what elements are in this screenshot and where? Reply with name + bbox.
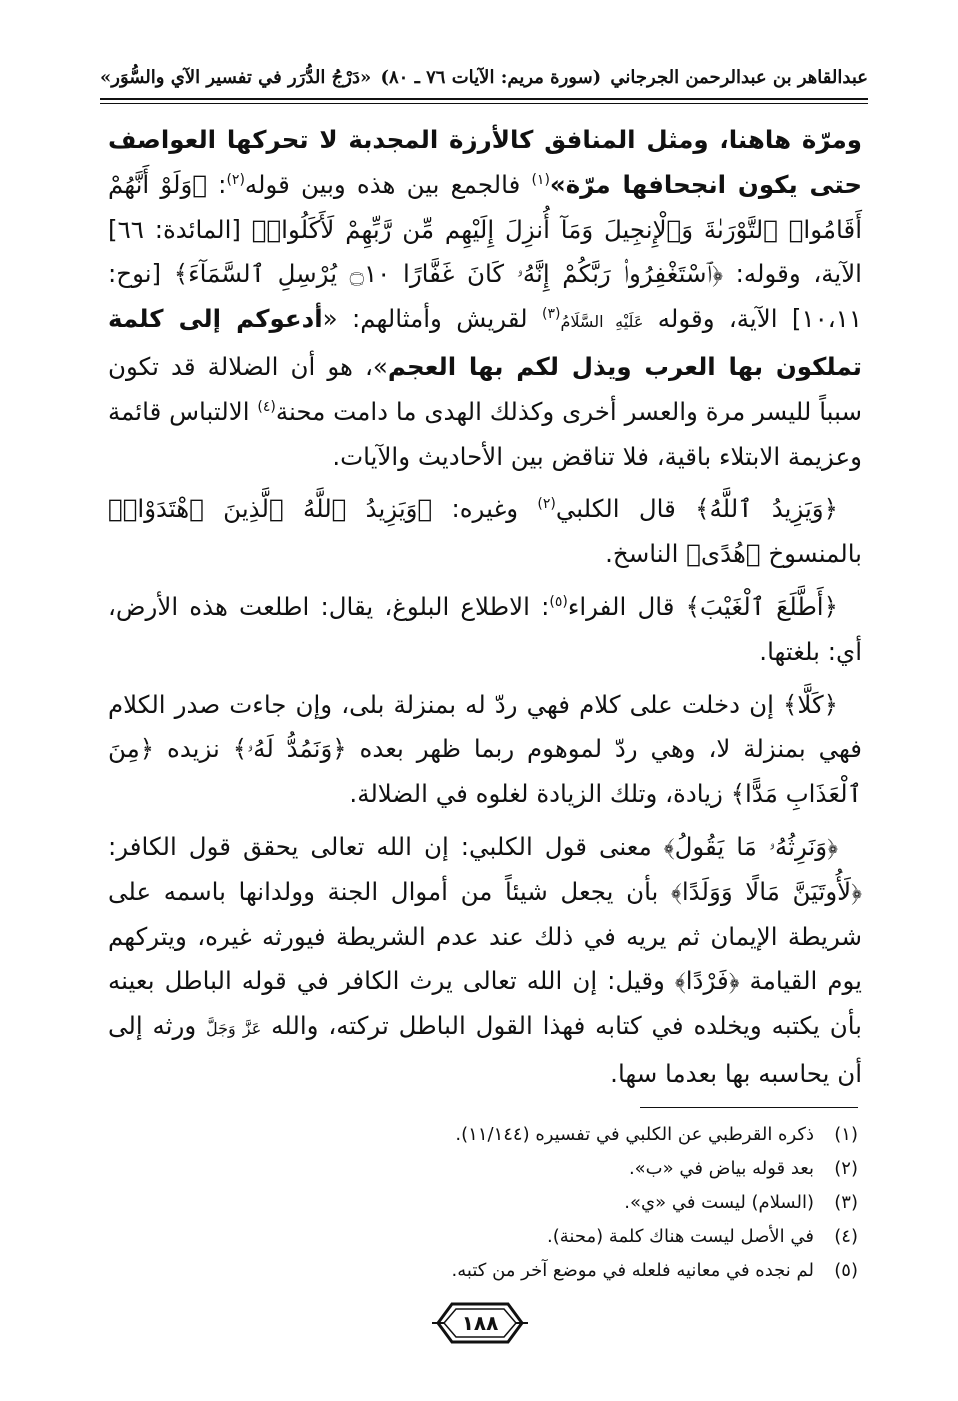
honorific-glyph: عَلَيْهِ السَّلَامُ (560, 312, 644, 332)
footnote-item (138, 1186, 858, 1220)
page-number-ornament (430, 1298, 530, 1348)
footnote-text: ذكره القرطبي عن الكلبي في تفسيره (١١/١٤٤). (455, 1124, 814, 1145)
quran-verse: ﴿مِنَ ٱلْعَذَابِ مَدًّا﴾ (108, 734, 862, 809)
text: إن دخلت على كلام فهي ردّ له بمنزلة بلى، وإن جاءت صدر الكلام فهي بمنزلة لا، وهي ردّ لموهوم ربما ظهر بعده (108, 689, 862, 764)
text: فالجمع بين هذه وبين قوله (244, 169, 532, 199)
paragraph-3 (108, 585, 862, 675)
text: قال الفراء (567, 591, 686, 621)
footnote-number: (٥) (834, 1260, 858, 1281)
quran-verse: ﴿فَرْدًا﴾ (674, 966, 740, 996)
footnote-ref: (٢) (537, 496, 556, 513)
footnotes (138, 1118, 858, 1288)
quran-verse: ﴿لَأُوتَيَنَّ مَالًا وَوَلَدًا﴾ (671, 876, 862, 906)
footnote-ref: (٢) (226, 171, 245, 188)
text: : الاطلاع البلوغ، يقال: اطلعت هذه الأرض، أي: بلغتها. (108, 591, 862, 666)
text: بالمنسوخ (760, 539, 862, 569)
footnote-item (138, 1152, 858, 1186)
text: ورثه إلى أن يحاسبه بها بعدما سها. (108, 1011, 862, 1088)
quran-verse: ﴿وَلَوْ أَنَّهُمْ أَقَامُوا۟ ٱلتَّوْرَىٰةَ وَٱلْإِنجِيلَ وَمَآ أُنزِلَ إِلَيْهِم مِّن رَّبِّهِمْ لَأَكَلُوا۟﴾ (108, 169, 862, 244)
text: الناسخ. (605, 539, 687, 569)
footnote-number: (٣) (834, 1192, 858, 1213)
footnote-text: (السلام) ليست في «ي». (624, 1192, 814, 1213)
text: بأن يجعل شيئاً من أموال الجنة وولدانها باسمه على شريطة الإيمان ثم يريه في ذلك عند عدم الشريطة فيورثه غيره، ويتركهم يوم القيامة (108, 876, 862, 996)
header-rule (100, 98, 868, 100)
footnote-text: بعد قوله بياض في «ب». (628, 1158, 814, 1179)
header-author: عبدالقاهر بن عبدالرحمن الجرجاني (610, 66, 868, 88)
text: وقيل: إن الله تعالى يرث الكافر في قوله الباطل بعينه بأن يكتبه ويخلده في كتابه فهذا القول الباطل تركته، والله (108, 966, 862, 1041)
quran-verse: ﴿كَلَّا﴾ (783, 689, 838, 719)
footnote-ref: (١) (531, 171, 550, 188)
quran-verse: ﴿أَطَّلَعَ ٱلْغَيْبَ﴾ (685, 591, 838, 621)
footnote-ref: (٥) (549, 593, 568, 610)
footnote-number: (١) (834, 1124, 858, 1145)
footnote-text: لم نجده في معانيه فلعله في موضع آخر من كتبه. (451, 1260, 814, 1281)
footnote-number: (٤) (834, 1226, 858, 1247)
quoted-hadith: ومرّة هاهنا، ومثل المنافق كالأرزة المجدبة لا تحركها العواصف حتى يكون انجحافها مرّة» (108, 125, 862, 199)
text: الالتباس قائمة وعزيمة الابتلاء باقية، فلا تناقض بين الأحاديث والآيات. (108, 396, 862, 471)
text: »، هو أن الضلالة قد تكون سبباً لليسر مرة والعسر أخرى وكذلك الهدى ما دامت محنة (108, 351, 863, 426)
header-surah: (سورة مريم: الآيات ٧٦ ـ ٨٠) (380, 66, 602, 88)
page-number: ١٨٨ (461, 1311, 499, 1335)
footnote-item (138, 1118, 858, 1152)
paragraph-1 (108, 118, 862, 479)
text: وغيره: (432, 494, 538, 524)
header-book-title: «دَرْجُ الدُّرَر في تفسير الآي والسُّوَر» (100, 66, 372, 88)
quran-verse: ﴿وَنَمُدُّ لَهُۥ﴾ (232, 734, 347, 764)
text: : (207, 169, 227, 199)
text: لقريش وأمثالهم: « (322, 304, 542, 334)
footnote-separator (640, 1107, 858, 1108)
footnote-ref: (٤) (257, 398, 276, 415)
text: زيادة، وتلك الزيادة لغلوه في الضلالة. (349, 779, 731, 809)
paragraph-2 (108, 487, 862, 577)
paragraph-4 (108, 683, 862, 817)
header-rule-thin (100, 103, 868, 104)
footnote-number: (٢) (834, 1158, 858, 1179)
honorific-glyph: عَزَّ وَجَلَّ (206, 1019, 262, 1039)
text: نزيده (154, 734, 233, 764)
quran-verse: ﴿وَيَزِيدُ ٱللَّهُ ٱلَّذِينَ ٱهْتَدَوْا۟﴾ (108, 494, 433, 524)
footnote-item (138, 1220, 858, 1254)
footnote-text: في الأصل ليست هناك كلمة (محنة). (547, 1226, 814, 1247)
text: قال الكلبي (555, 494, 696, 524)
footnote-ref: (٣) (542, 306, 561, 323)
main-text (108, 118, 862, 1105)
text: [المائدة: ٦٦] الآية، وقوله: (108, 214, 862, 289)
quran-verse: ﴿وَيَزِيدُ ٱللَّهُ﴾ (695, 494, 838, 524)
quran-verse: ﴿ٱسْتَغْفِرُوا۟ رَبَّكُمْ إِنَّهُۥ كَانَ غَفَّارًا ۝١٠ يُرْسِلِ ٱلسَّمَآءَ﴾ (173, 259, 723, 289)
quoted-hadith: أدعوكم إلى كلمة تملكون بها العرب ويذل لكم بها العجم (108, 304, 862, 381)
quran-verse: ﴿هُدًى﴾ (686, 539, 761, 569)
paragraph-5 (108, 825, 862, 1097)
running-header (100, 58, 868, 96)
quran-verse: ﴿وَنَرِثُهُۥ مَا يَقُولُ﴾ (663, 831, 838, 861)
text: [نوح: ١٠،١١] الآية، وقوله (108, 259, 862, 334)
footnote-item (138, 1254, 858, 1288)
text: معنى قول الكلبي: إن الله تعالى يحقق قول الكافر: (108, 831, 664, 861)
